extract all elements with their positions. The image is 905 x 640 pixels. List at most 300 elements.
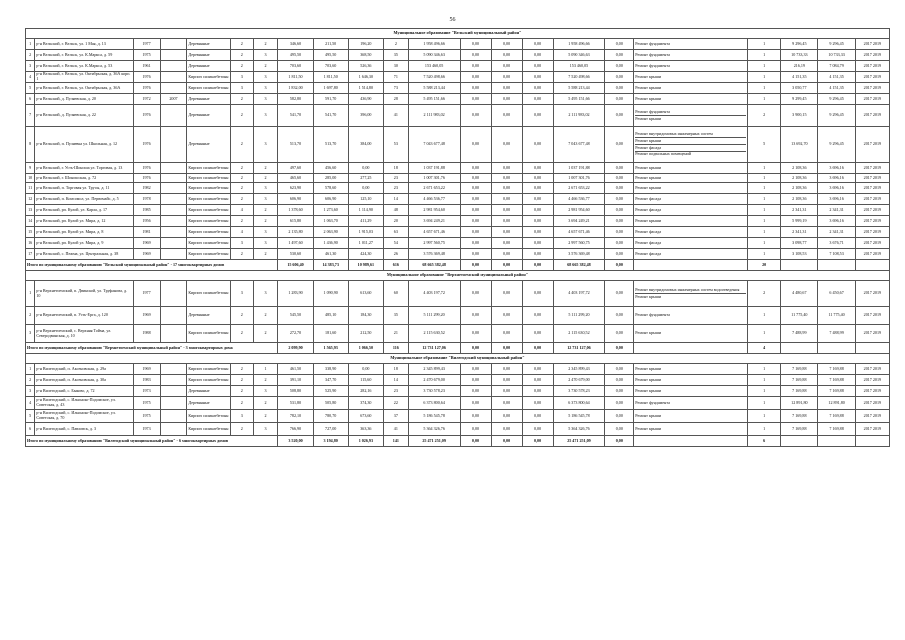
max-price-cell	[818, 436, 855, 447]
unit-price-cell: 9 299,45	[781, 94, 818, 105]
max-price-cell: 7 169,88	[818, 386, 855, 397]
unit-price-cell: 2 108,36	[781, 174, 818, 183]
residents-cell: 35	[383, 307, 408, 325]
floors-cell: 3	[230, 83, 253, 94]
row-number-cell: 14	[26, 216, 35, 227]
entrances-cell: 2	[253, 61, 278, 72]
federal-funds-cell: 0,00	[460, 386, 491, 397]
regional-funds-cell: 0,00	[491, 174, 522, 183]
works-cell	[634, 94, 748, 105]
year-built-cell: 1976	[133, 83, 160, 94]
entrances-cell: 3	[253, 183, 278, 194]
federal-funds-cell: 0,00	[460, 343, 491, 354]
total-area-cell: 530,60	[278, 249, 313, 260]
address-cell: р-н Вилегодский, с. Ильинско-Подомское, ул. Советская, д. 70	[35, 410, 133, 423]
year-renovated-cell	[160, 375, 187, 386]
floors-cell: 4	[230, 227, 253, 238]
living-area-cell: 181,60	[313, 325, 348, 343]
row-number-cell: 3	[26, 325, 35, 343]
year-renovated-cell	[160, 83, 187, 94]
address-cell: р-н Вилегодский, п. Аксеновская, д. 30а	[35, 375, 133, 386]
total-label: Итого по муниципальному образованию "Вельский муниципальный район" - 17 многоквартирных домов	[26, 260, 278, 271]
total-area-cell: 766,90	[278, 423, 313, 436]
max-price-cell: 11 775,40	[818, 307, 855, 325]
works-cell	[634, 39, 748, 50]
residential-area-cell: 1 066,50	[348, 343, 383, 354]
works-count-cell: 4	[748, 343, 781, 354]
works-count-cell: 1	[748, 50, 781, 61]
row-number-cell: 2	[26, 50, 35, 61]
year-built-cell: 1973	[133, 423, 160, 436]
living-area-cell: 347,70	[313, 375, 348, 386]
works-count-cell: 5	[748, 127, 781, 163]
year-built-cell: 1978	[133, 194, 160, 205]
year-built-cell: 1976	[133, 72, 160, 83]
living-area-cell: 14 383,73	[313, 260, 348, 271]
table-row	[26, 163, 890, 174]
total-area-cell: 391,10	[278, 375, 313, 386]
deadline-cell: 2017 2019	[855, 249, 889, 260]
unit-price-cell	[781, 343, 818, 354]
residential-area-cell: 115,60	[348, 375, 383, 386]
works-cell	[634, 386, 748, 397]
floors-cell: 2	[230, 364, 253, 375]
municipal-funds-cell: 0,00	[522, 174, 553, 183]
works-count-cell: 1	[748, 183, 781, 194]
total-area-cell: 582,80	[278, 94, 313, 105]
unit-price-cell: 5 999,19	[781, 216, 818, 227]
works-count-cell: 1	[748, 410, 781, 423]
section-total-row	[26, 436, 890, 447]
year-renovated-cell	[160, 174, 187, 183]
municipal-funds-cell: 0,00	[522, 127, 553, 163]
entrances-cell: 2	[253, 325, 278, 343]
owner-funds-cell: 4 657 671,46	[553, 227, 605, 238]
floors-cell: 3	[230, 72, 253, 83]
total-area-cell: 606,90	[278, 194, 313, 205]
regional-funds-cell: 0,00	[491, 183, 522, 194]
table-row	[26, 72, 890, 83]
regional-funds-cell: 0,00	[491, 375, 522, 386]
max-price-cell: 7 084,79	[818, 61, 855, 72]
work-type-item: Ремонт крыши	[635, 412, 662, 418]
total-cost-cell: 153 460,05	[408, 61, 460, 72]
total-cost-cell: 4 657 671,46	[408, 227, 460, 238]
row-number-cell: 12	[26, 194, 35, 205]
other-funds-cell: 0,00	[605, 127, 634, 163]
works-count-cell: 1	[748, 174, 781, 183]
total-cost-cell: 3 576 369,48	[408, 249, 460, 260]
works-count-cell: 1	[748, 227, 781, 238]
works-cell	[634, 61, 748, 72]
owner-funds-cell: 6 373 800,64	[553, 397, 605, 410]
year-built-cell: 1969	[133, 238, 160, 249]
unit-price-cell: 9 296,45	[781, 39, 818, 50]
floors-cell: 2	[230, 61, 253, 72]
max-price-cell: 12 891,80	[818, 397, 855, 410]
works-cell	[634, 72, 748, 83]
deadline-cell: 2017 2019	[855, 216, 889, 227]
municipal-funds-cell: 0,00	[522, 238, 553, 249]
residents-cell: 23	[383, 183, 408, 194]
deadline-cell	[855, 343, 889, 354]
year-renovated-cell	[160, 163, 187, 174]
residents-cell: 35	[383, 50, 408, 61]
works-cell	[634, 83, 748, 94]
address-cell: р-н Вельский, рп. Кулой ул. Мира, д. 8	[35, 227, 133, 238]
max-price-cell: 7 169,88	[818, 410, 855, 423]
deadline-cell: 2017 2019	[855, 364, 889, 375]
section-header-row	[26, 271, 890, 281]
deadline-cell: 2017 2019	[855, 227, 889, 238]
year-renovated-cell	[160, 194, 187, 205]
wall-material-cell: Кирпич силикатбетонн	[187, 72, 230, 83]
entrances-cell: 3	[253, 281, 278, 307]
year-built-cell: 1969	[133, 364, 160, 375]
other-funds-cell: 0,00	[605, 183, 634, 194]
work-type-item: Ремонт фундамента	[635, 62, 670, 68]
works-cell	[634, 174, 748, 183]
residential-area-cell: 277,25	[348, 174, 383, 183]
living-area-cell: 285,00	[313, 174, 348, 183]
other-funds-cell: 0,00	[605, 364, 634, 375]
residents-cell: 18	[383, 364, 408, 375]
year-renovated-cell: 2007	[160, 94, 187, 105]
floors-cell: 2	[230, 423, 253, 436]
federal-funds-cell: 0,00	[460, 61, 491, 72]
floors-cell: 2	[230, 194, 253, 205]
works-count-cell: 1	[748, 397, 781, 410]
works-cell	[634, 194, 748, 205]
table-row	[26, 50, 890, 61]
deadline-cell: 2017 2019	[855, 72, 889, 83]
unit-price-cell: 7 169,88	[781, 386, 818, 397]
max-price-cell: 9 296,45	[818, 94, 855, 105]
deadline-cell: 2017 2019	[855, 205, 889, 216]
year-built-cell: 1972	[133, 94, 160, 105]
row-number-cell: 9	[26, 163, 35, 174]
residents-cell: 18	[383, 163, 408, 174]
deadline-cell: 2017 2019	[855, 307, 889, 325]
year-built-cell: 1973	[133, 386, 160, 397]
year-renovated-cell	[160, 423, 187, 436]
works-count-cell: 1	[748, 423, 781, 436]
row-number-cell: 17	[26, 249, 35, 260]
total-cost-cell: 6 373 800,64	[408, 397, 460, 410]
total-area-cell: 782,10	[278, 410, 313, 423]
residents-cell: 23	[383, 174, 408, 183]
table-row	[26, 216, 890, 227]
federal-funds-cell: 0,00	[460, 72, 491, 83]
row-number-cell: 16	[26, 238, 35, 249]
work-type-item: Ремонт фундамента	[635, 109, 746, 116]
living-area-cell: 495,50	[313, 50, 348, 61]
entrances-cell: 3	[253, 423, 278, 436]
works-count-cell: 1	[748, 83, 781, 94]
federal-funds-cell: 0,00	[460, 397, 491, 410]
work-type-item: Ремонт крыши	[635, 425, 662, 431]
total-cost-cell: 5 588 213,44	[408, 83, 460, 94]
residents-cell: 53	[383, 127, 408, 163]
works-count-cell: 2	[748, 281, 781, 307]
repair-program-table	[25, 28, 890, 447]
address-cell: р-н Вельский, д. Пуляевская, д. 22	[35, 105, 133, 127]
living-area-cell: 505,80	[313, 397, 348, 410]
federal-funds-cell: 0,00	[460, 94, 491, 105]
total-cost-cell: 68 665 382,48	[408, 260, 460, 271]
works-count-cell: 1	[748, 61, 781, 72]
address-cell: р-н Верхнетоемский, с. Верхняя Тойма, ул. Северодвинская, д. 10	[35, 325, 133, 343]
work-type-item: Ремонт крыши	[635, 73, 662, 79]
federal-funds-cell: 0,00	[460, 281, 491, 307]
residents-cell: 22	[383, 397, 408, 410]
table-row	[26, 61, 890, 72]
unit-price-cell: 216,19	[781, 61, 818, 72]
work-type-item: Ремонт фундамента	[635, 40, 670, 46]
row-number-cell: 5	[26, 83, 35, 94]
other-funds-cell: 0,00	[605, 397, 634, 410]
living-area-cell: 3 194,80	[313, 436, 348, 447]
living-area-cell: 1 697,80	[313, 83, 348, 94]
year-built-cell: 1975	[133, 410, 160, 423]
table-row	[26, 325, 890, 343]
total-area-cell: 513,70	[278, 127, 313, 163]
unit-price-cell: 7 488,99	[781, 325, 818, 343]
owner-funds-cell: 4 466 536,77	[553, 194, 605, 205]
owner-funds-cell: 2 345 899,43	[553, 364, 605, 375]
works-cell	[634, 364, 748, 375]
residential-area-cell: 384,00	[348, 127, 383, 163]
residential-area-cell: 196,20	[348, 39, 383, 50]
residents-cell: 63	[383, 227, 408, 238]
wall-material-cell: Кирпич силикатбетонн	[187, 216, 230, 227]
works-cell	[634, 105, 748, 127]
section-total-row	[26, 260, 890, 271]
residential-area-cell: 125,10	[348, 194, 383, 205]
year-built-cell: 1976	[133, 174, 160, 183]
owner-funds-cell: 3 576 369,48	[553, 249, 605, 260]
wall-material-cell: Деревянные	[187, 105, 230, 127]
residential-area-cell: 613,60	[348, 281, 383, 307]
deadline-cell: 2017 2019	[855, 410, 889, 423]
municipal-funds-cell: 0,00	[522, 249, 553, 260]
works-count-cell: 1	[748, 94, 781, 105]
year-built-cell: 1976	[133, 127, 160, 163]
address-cell: р-н Вельский, г. Шоношская, д. 72	[35, 174, 133, 183]
residential-area-cell: 0,00	[348, 364, 383, 375]
residential-area-cell: 1 011,27	[348, 238, 383, 249]
other-funds-cell: 0,00	[605, 216, 634, 227]
year-renovated-cell	[160, 205, 187, 216]
entrances-cell: 2	[253, 205, 278, 216]
total-area-cell: 615,80	[278, 216, 313, 227]
municipal-funds-cell: 0,00	[522, 423, 553, 436]
unit-price-cell: 2 108,36	[781, 183, 818, 194]
municipal-funds-cell: 0,00	[522, 61, 553, 72]
unit-price-cell: 11 775,40	[781, 307, 818, 325]
unit-price-cell: 4 480,67	[781, 281, 818, 307]
total-cost-cell: 7 043 677,48	[408, 127, 460, 163]
municipal-funds-cell: 0,00	[522, 163, 553, 174]
federal-funds-cell: 0,00	[460, 325, 491, 343]
regional-funds-cell: 0,00	[491, 83, 522, 94]
federal-funds-cell: 0,00	[460, 249, 491, 260]
table-row	[26, 423, 890, 436]
works-count-cell: 1	[748, 216, 781, 227]
residents-cell: 48	[383, 205, 408, 216]
regional-funds-cell: 0,00	[491, 397, 522, 410]
entrances-cell: 3	[253, 72, 278, 83]
federal-funds-cell: 0,00	[460, 205, 491, 216]
other-funds-cell: 0,00	[605, 423, 634, 436]
section-header-row	[26, 29, 890, 39]
regional-funds-cell: 0,00	[491, 325, 522, 343]
deadline-cell: 2017 2019	[855, 105, 889, 127]
entrances-cell: 3	[253, 94, 278, 105]
regional-funds-cell: 0,00	[491, 260, 522, 271]
other-funds-cell: 0,00	[605, 94, 634, 105]
federal-funds-cell: 0,00	[460, 216, 491, 227]
municipal-funds-cell: 0,00	[522, 436, 553, 447]
year-built-cell: 1988	[133, 325, 160, 343]
floors-cell: 2	[230, 216, 253, 227]
repair-program-table-sheet	[25, 28, 890, 447]
table-row	[26, 364, 890, 375]
deadline-cell: 2017 2019	[855, 325, 889, 343]
floors-cell: 2	[230, 386, 253, 397]
living-area-cell: 2 063,90	[313, 227, 348, 238]
work-type-item: Ремонт крыши	[635, 330, 662, 336]
unit-price-cell: 3 050,77	[781, 83, 818, 94]
max-price-cell: 3 676,71	[818, 238, 855, 249]
works-count-cell: 1	[748, 194, 781, 205]
row-number-cell: 1	[26, 281, 35, 307]
work-type-item: Ремонт подвальных помещений	[635, 151, 691, 157]
total-cost-cell: 3 730 578,23	[408, 386, 460, 397]
entrances-cell: 3	[253, 83, 278, 94]
table-row	[26, 205, 890, 216]
other-funds-cell: 0,00	[605, 205, 634, 216]
wall-material-cell: Кирпич силикатбетонн	[187, 325, 230, 343]
max-price-cell: 9 296,45	[818, 105, 855, 127]
entrances-cell: 2	[253, 307, 278, 325]
entrances-cell: 2	[253, 397, 278, 410]
row-number-cell: 15	[26, 227, 35, 238]
owner-funds-cell: 3 730 578,23	[553, 386, 605, 397]
owner-funds-cell: 68 665 382,48	[553, 260, 605, 271]
municipal-funds-cell: 0,00	[522, 397, 553, 410]
total-cost-cell: 2 470 679,00	[408, 375, 460, 386]
other-funds-cell: 0,00	[605, 281, 634, 307]
works-cell	[634, 375, 748, 386]
regional-funds-cell: 0,00	[491, 238, 522, 249]
municipal-funds-cell: 0,00	[522, 410, 553, 423]
owner-funds-cell: 1 007 301,76	[553, 174, 605, 183]
owner-funds-cell: 7 043 677,48	[553, 127, 605, 163]
regional-funds-cell: 0,00	[491, 227, 522, 238]
deadline-cell: 2017 2019	[855, 127, 889, 163]
unit-price-cell: 7 169,88	[781, 410, 818, 423]
max-price-cell: 3 696,16	[818, 183, 855, 194]
federal-funds-cell: 0,00	[460, 307, 491, 325]
total-area-cell: 531,80	[278, 397, 313, 410]
residents-cell: 141	[383, 436, 408, 447]
other-funds-cell: 0,00	[605, 325, 634, 343]
address-cell: р-н Вельский, п. Торговая ул. Трусы, д. 11	[35, 183, 133, 194]
deadline-cell: 2017 2019	[855, 61, 889, 72]
address-cell: р-н Вилегодский, с. Быково, д. 72	[35, 386, 133, 397]
regional-funds-cell: 0,00	[491, 61, 522, 72]
municipal-funds-cell: 0,00	[522, 50, 553, 61]
residential-area-cell: 374,30	[348, 397, 383, 410]
municipal-funds-cell: 0,00	[522, 227, 553, 238]
regional-funds-cell: 0,00	[491, 386, 522, 397]
work-type-item: Ремонт внутридомовых инженерных систем водоотведения	[635, 287, 746, 294]
residents-cell: 116	[383, 343, 408, 354]
municipal-funds-cell: 0,00	[522, 307, 553, 325]
total-area-cell: 1 283,90	[278, 281, 313, 307]
other-funds-cell: 0,00	[605, 260, 634, 271]
unit-price-cell: 4 151,35	[781, 72, 818, 83]
work-type-item: Ремонт фундамента	[635, 51, 670, 57]
address-cell: р-н Вельский, рп. Кулой ул. Мира, д. 9	[35, 238, 133, 249]
works-count-cell: 1	[748, 238, 781, 249]
work-type-item: Ремонт крыши	[635, 84, 662, 90]
entrances-cell: 2	[253, 216, 278, 227]
row-number-cell: 8	[26, 127, 35, 163]
residents-cell: 20	[383, 216, 408, 227]
work-type-item: Ремонт фундамента	[635, 399, 670, 405]
works-cell	[634, 423, 748, 436]
owner-funds-cell: 1 037 191,88	[553, 163, 605, 174]
deadline-cell: 2017 2019	[855, 423, 889, 436]
owner-funds-cell: 2 997 560,75	[553, 238, 605, 249]
work-type-item: Ремонт крыши	[635, 164, 662, 170]
wall-material-cell: Деревянные	[187, 127, 230, 163]
deadline-cell: 2017 2019	[855, 386, 889, 397]
works-count-cell: 1	[748, 205, 781, 216]
wall-material-cell: Деревянные	[187, 386, 230, 397]
work-type-item: Ремонт крыши	[635, 387, 662, 393]
address-cell: р-н Вельский, г. Вельск, ул. К.Маркса, д. 53	[35, 61, 133, 72]
living-area-cell: 578,60	[313, 183, 348, 194]
floors-cell: 2	[230, 249, 253, 260]
unit-price-cell: 12 891,80	[781, 397, 818, 410]
work-type-item: Ремонт крыши	[635, 376, 662, 382]
residential-area-cell: 396,00	[348, 105, 383, 127]
residents-cell: 14	[383, 194, 408, 205]
regional-funds-cell: 0,00	[491, 50, 522, 61]
address-cell: р-н Вельский, п. Пуляевка ул. Школьная, д. 12	[35, 127, 133, 163]
total-cost-cell: 5 495 151,66	[408, 94, 460, 105]
entrances-cell: 2	[253, 39, 278, 50]
work-type-item: Ремонт крыши	[635, 115, 662, 121]
living-area-cell: 456,60	[313, 163, 348, 174]
wall-material-cell: Кирпич силикатбетонн	[187, 194, 230, 205]
address-cell: р-н Вельский, г. Вельск, ул. 1 Мая, д. 13	[35, 39, 133, 50]
total-cost-cell: 1 007 301,76	[408, 174, 460, 183]
owner-funds-cell: 3 694 249,21	[553, 216, 605, 227]
total-area-cell: 2 099,90	[278, 343, 313, 354]
deadline-cell: 2017 2019	[855, 375, 889, 386]
year-renovated-cell	[160, 61, 187, 72]
floors-cell: 2	[230, 39, 253, 50]
other-funds-cell: 0,00	[605, 50, 634, 61]
table-row	[26, 386, 890, 397]
deadline-cell: 2017 2019	[855, 163, 889, 174]
municipal-funds-cell: 0,00	[522, 83, 553, 94]
regional-funds-cell: 0,00	[491, 163, 522, 174]
